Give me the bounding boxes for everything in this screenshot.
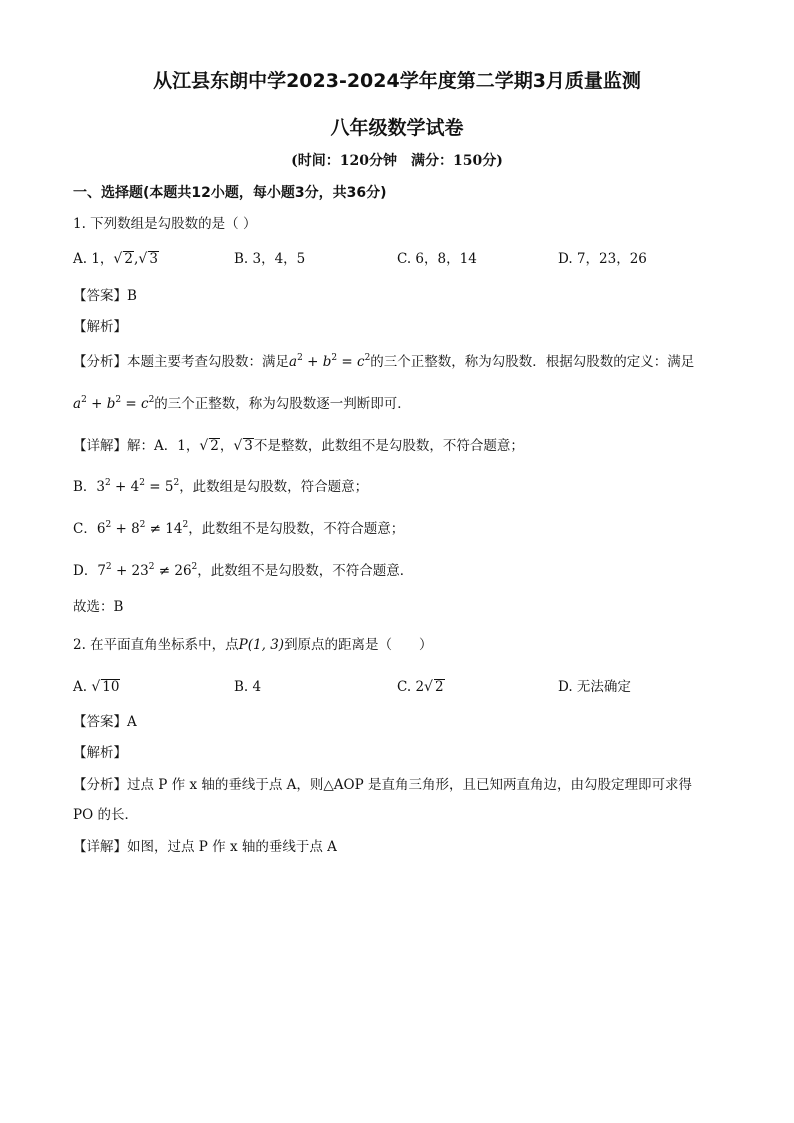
- xiangjie-tag: 【详解】: [73, 839, 127, 855]
- q2-answer: [73, 712, 137, 732]
- q1-xiangjie-line: 【详解】解：A．1，√ 2，√ 3不是整数，此数组不是勾股数，不符合题意；: [73, 438, 524, 454]
- line-label: D．: [73, 563, 98, 579]
- q2-option-b: B. 4: [234, 679, 262, 695]
- q1-option-a-root2: 3: [149, 251, 158, 267]
- q1-line-c: C．$6^2 + 8^2 \ne 14^2$，此数组不是勾股数，不符合题意；: [73, 520, 405, 537]
- line-text: ，此数组不是勾股数，不符合题意．: [197, 563, 414, 579]
- fenxi-text: 的三个正整数，称为勾股数逐一判断即可．: [154, 396, 411, 412]
- exam-meta: (时间：120分钟 满分：150分): [291, 153, 503, 169]
- q1-option-b: B. 3，4，5: [234, 251, 306, 267]
- answer-value: B: [127, 288, 137, 304]
- q1-stem: 1. 下列数组是勾股数的是（ ）: [73, 216, 257, 232]
- xiangjie-tag: 【详解】: [73, 438, 127, 454]
- q1-line-b: B．$3^2 + 4^2 = 5^2$，此数组是勾股数，符合题意；: [73, 478, 369, 495]
- q2-option-d: D. 无法确定: [558, 679, 631, 695]
- q2-option-a-label: A.: [73, 679, 88, 695]
- q2-analysis-tag: 【解析】: [73, 745, 127, 761]
- root-3: 3: [244, 438, 253, 454]
- xiangjie-text: 如图，过点 P 作 x 轴的垂线于点 A: [127, 839, 337, 855]
- section-heading: 一、选择题(本题共12小题，每小题3分，共36分): [73, 185, 387, 201]
- q1-option-a: A. 1，√ 2,√ 3: [73, 251, 158, 267]
- q2-stem-text: 2. 在平面直角坐标系中，点: [73, 637, 239, 653]
- q1-choice: 故选：B: [73, 599, 124, 615]
- q2-fenxi-line1: [73, 775, 692, 795]
- line-text: ，此数组不是勾股数，不符合题意；: [188, 521, 405, 537]
- q1-fenxi-line1: 【分析】本题主要考查勾股数：满足$a^2 + b^2 = c^2$的三个正整数，称为勾股数．根据勾股数的定义：满足: [73, 353, 695, 370]
- root-2: 2: [210, 438, 219, 454]
- q2-stem-text: 到原点的距离是（ ）: [284, 637, 433, 653]
- q1-fenxi-line2: $a^2 + b^2 = c^2$的三个正整数，称为勾股数逐一判断即可．: [73, 395, 411, 412]
- q2-option-a: A. √ 10: [73, 679, 120, 695]
- q2-option-c: C. 2√ 2: [397, 679, 444, 695]
- q1-option-c: C. 6，8，14: [397, 251, 477, 267]
- q2-xiangjie-line: [73, 837, 337, 857]
- q2-stem: [73, 635, 433, 655]
- q2-fenxi-line2: PO 的长．: [73, 807, 138, 823]
- answer-tag: 【答案】: [73, 288, 127, 304]
- q1-analysis-tag: 【解析】: [73, 319, 127, 335]
- fenxi-text: 过点 P 作 x 轴的垂线于点 A，则△AOP 是直角三角形，且已知两直角边，由勾股定理即可求得: [127, 777, 692, 793]
- answer-tag: 【答案】: [73, 714, 127, 730]
- fenxi-tag: 【分析】: [73, 354, 127, 370]
- answer-value: A: [127, 714, 137, 730]
- line-label: B．: [73, 479, 97, 495]
- line-text: ，此数组是勾股数，符合题意；: [179, 479, 369, 495]
- q1-option-a-label: A. 1，: [73, 251, 114, 267]
- fenxi-tag: 【分析】: [73, 777, 127, 793]
- line-label: C．: [73, 521, 97, 537]
- q2-point: P(1, 3): [238, 637, 285, 653]
- fenxi-text: 的三个正整数，称为勾股数．根据勾股数的定义：满足: [370, 354, 695, 370]
- q1-line-d: D．$7^2 + 23^2 \ne 26^2$，此数组不是勾股数，不符合题意．: [73, 562, 414, 579]
- q2-option-a-root: 10: [102, 679, 120, 695]
- q2-option-c-label: C.: [397, 679, 412, 695]
- exam-title: 从江县东朗中学2023-2024学年度第二学期3月质量监测: [153, 70, 641, 92]
- separator: ，: [219, 438, 234, 454]
- fenxi-text: 本题主要考查勾股数：满足: [127, 354, 289, 370]
- q1-option-d: D. 7，23，26: [558, 251, 647, 267]
- xiangjie-text: 解：A．1，: [127, 438, 200, 454]
- q2-option-c-root: 2: [434, 679, 444, 695]
- exam-subtitle: 八年级数学试卷: [330, 117, 464, 139]
- q1-option-a-root1: 2: [124, 251, 133, 267]
- q1-answer: [73, 286, 137, 306]
- q2-option-c-coef: 2: [415, 679, 425, 695]
- xiangjie-text: 不是整数，此数组不是勾股数，不符合题意；: [253, 438, 524, 454]
